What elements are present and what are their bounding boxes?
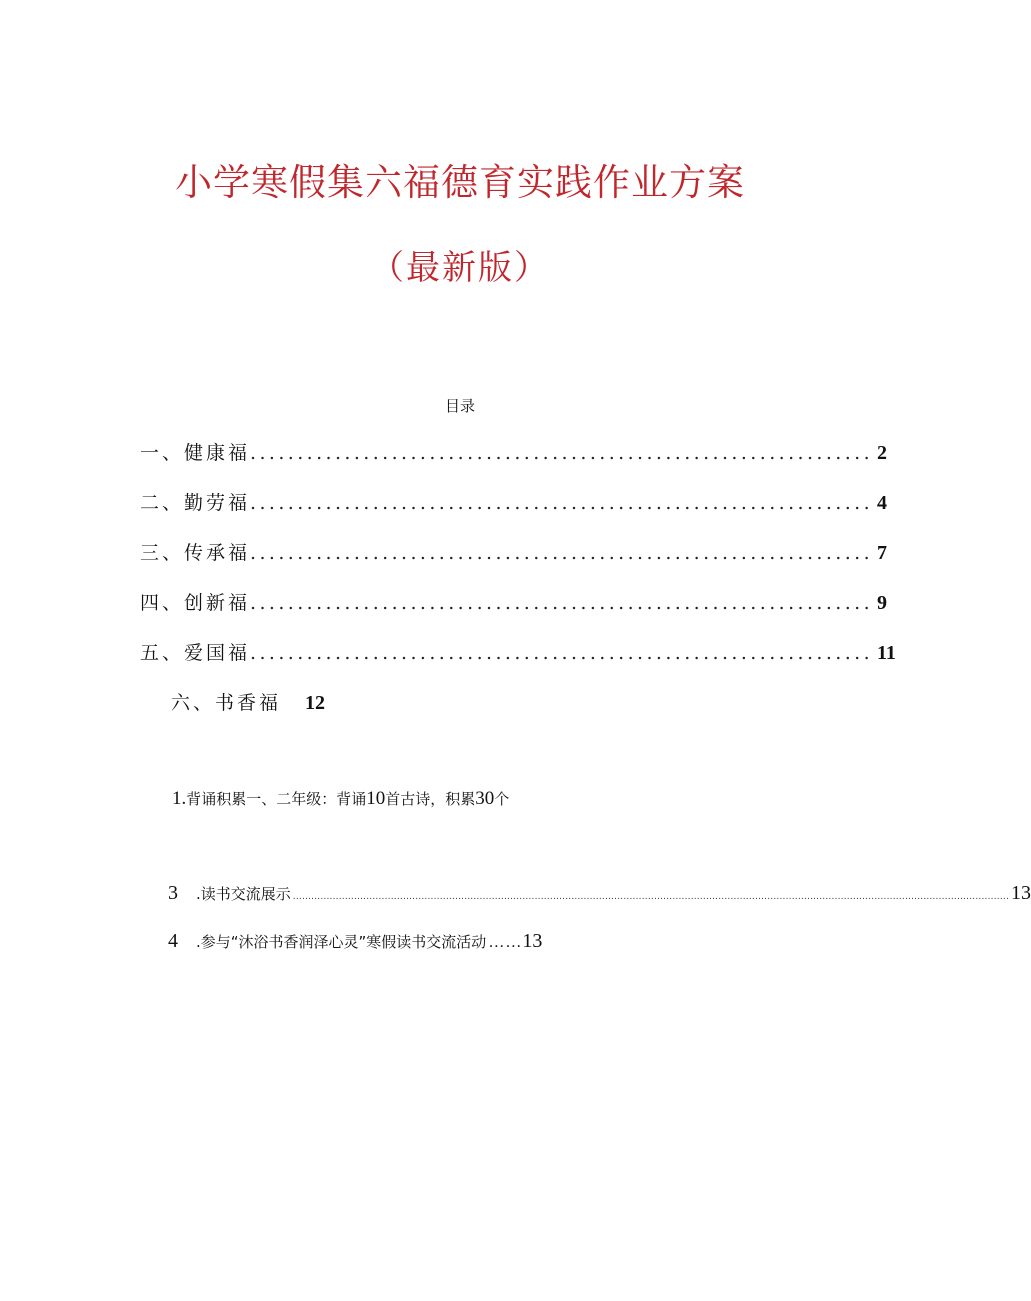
toc-entry-innovation[interactable] xyxy=(140,588,888,618)
toc-page-number: 11 xyxy=(877,642,896,664)
subitem-text: 个 xyxy=(494,790,510,808)
toc-dot-leader: .................................................................. xyxy=(250,592,874,614)
toc-entry-label: 三、传承福 xyxy=(140,542,251,564)
toc-entry-heritage[interactable] xyxy=(140,538,888,568)
subitem-number: 1. xyxy=(172,788,187,809)
document-title: 小学寒假集六福德育实践作业方案 xyxy=(175,161,745,204)
subitem-number: 4 xyxy=(168,930,178,952)
toc-page-number: 4 xyxy=(877,492,888,514)
subitem-count: 30 xyxy=(475,788,495,809)
subitem-reading-exchange[interactable] xyxy=(168,882,1031,905)
subitem-text: 背诵积累一、二年级：背诵 xyxy=(186,790,367,808)
subitem-page-number: 13 xyxy=(522,930,543,952)
toc-entry-diligence[interactable] xyxy=(140,488,888,518)
subitem-reading-activity[interactable] xyxy=(168,930,542,953)
toc-page-number: 7 xyxy=(877,542,888,564)
toc-dot-leader: .................................................................. xyxy=(250,542,874,564)
toc-page-number: 2 xyxy=(877,442,888,464)
toc-dot-leader: .................................................................. xyxy=(250,442,874,464)
toc-entry-label: 二、勤劳福 xyxy=(140,492,251,514)
subitem-text: .参与“沐浴书香润泽心灵”寒假读书交流活动 xyxy=(196,933,487,951)
toc-page-number: 9 xyxy=(877,592,888,614)
toc-entry-label: 六、书香福 xyxy=(171,692,282,714)
subitem-count: 10 xyxy=(366,788,386,809)
toc-entry-reading[interactable] xyxy=(171,688,325,715)
subitem-recitation xyxy=(172,788,509,810)
document-subtitle: （最新版） xyxy=(370,248,550,288)
toc-dot-leader: .................................................................. xyxy=(250,642,874,664)
subitem-dot-leader: …… xyxy=(488,934,523,951)
toc-entry-label: 四、创新福 xyxy=(140,592,251,614)
subitem-dot-leader: .......................................................................................................................................................................................................................................... xyxy=(292,892,1010,902)
toc-page-number: 12 xyxy=(305,692,326,714)
subitem-text: 首古诗，积累 xyxy=(385,790,476,808)
toc-entry-health[interactable] xyxy=(140,438,888,468)
subitem-number: 3 xyxy=(168,882,178,904)
toc-dot-leader: .................................................................. xyxy=(250,492,874,514)
toc-entry-patriotism[interactable] xyxy=(140,638,896,668)
subitem-text: .读书交流展示 xyxy=(196,885,291,903)
toc-entry-label: 五、爱国福 xyxy=(140,642,251,664)
toc-entry-label: 一、健康福 xyxy=(140,442,251,464)
subitem-page-number: 13 xyxy=(1011,882,1031,904)
toc-heading: 目录 xyxy=(444,397,475,415)
